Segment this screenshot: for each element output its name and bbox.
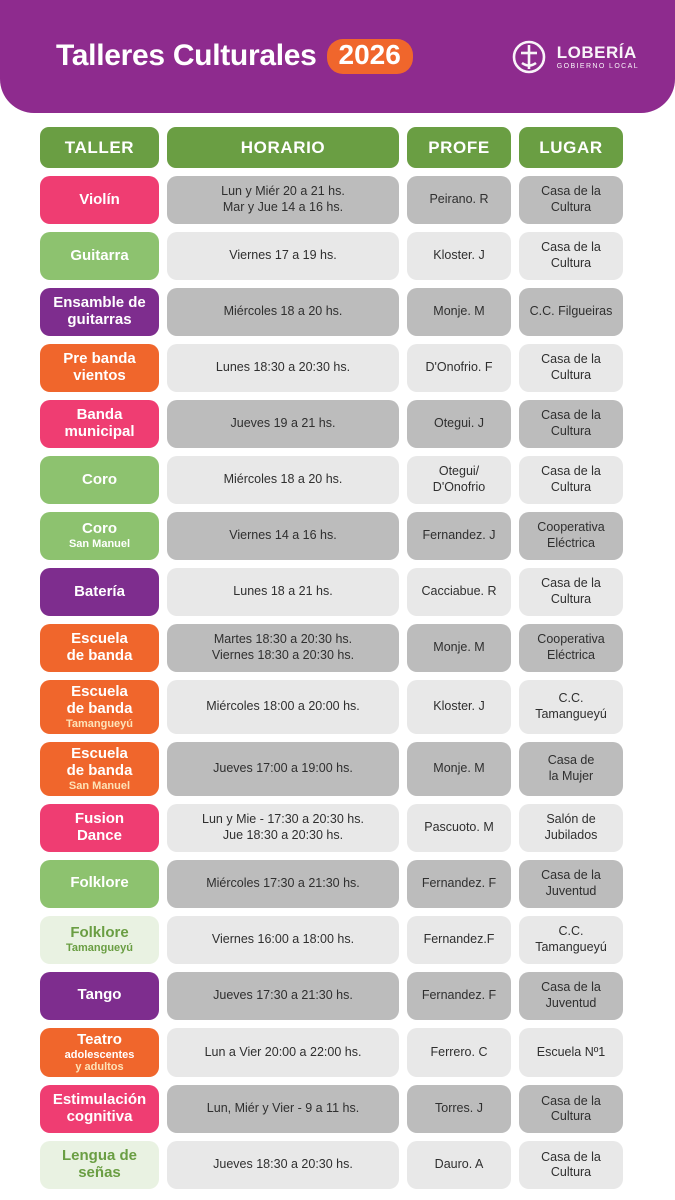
lugar-line-1: Casa de la [541, 868, 601, 883]
cell-horario [167, 860, 399, 908]
cell-lugar [519, 400, 623, 448]
poster-header [0, 0, 675, 113]
cell-taller [40, 568, 159, 616]
profe-line-1: Torres. J [435, 1101, 483, 1116]
horario-line-1: Jueves 18:30 a 20:30 hs. [213, 1157, 353, 1172]
cell-profe [407, 1085, 511, 1133]
taller-subtitle: San Manuel [68, 538, 131, 551]
horario-line-1: Lun y Mie - 17:30 a 20:30 hs. [202, 812, 364, 827]
table-row [40, 1028, 635, 1077]
cell-profe [407, 1028, 511, 1077]
horario-line-1: Lunes 18:30 a 20:30 hs. [215, 360, 351, 375]
cell-taller [40, 624, 159, 672]
taller-name: Fusion Dance [74, 810, 125, 844]
taller-name: Escuela de banda Tamangueyú [65, 683, 134, 730]
profe-line-1: Cacciabue. R [421, 584, 497, 599]
cell-taller [40, 456, 159, 504]
table-row [40, 456, 635, 504]
taller-subtitle-2: y adultos [75, 1060, 124, 1073]
taller-name: Lengua de señas [61, 1147, 137, 1182]
table-row [40, 568, 635, 616]
lugar-line-2: Cultura [550, 424, 592, 438]
cell-horario [167, 1085, 399, 1133]
lugar-line-2: Cultura [550, 1109, 592, 1124]
cell-profe [407, 344, 511, 392]
cell-profe [407, 400, 511, 448]
lugar-line-2: Eléctrica [547, 536, 595, 550]
lugar-line-1: C.C. [558, 924, 584, 939]
lugar-line-1: Casa de [547, 753, 595, 768]
brand-name: LOBERÍA [556, 42, 637, 62]
taller-name: Escuela de banda [66, 630, 133, 664]
taller-name: Violín [79, 190, 120, 208]
horario-line-1: Lun, Miér y Vier - 9 a 11 hs. [206, 1101, 360, 1116]
lugar-line-1: Casa de la [541, 980, 601, 995]
cell-profe [407, 624, 511, 672]
cell-taller [40, 1141, 159, 1189]
lugar-line-1: Casa de la [541, 1093, 601, 1108]
lugar-line-2: Cultura [550, 592, 592, 606]
table-header-row [40, 127, 635, 168]
taller-subtitle-2: Tamangueyú [65, 717, 134, 730]
horario-line-1: Lun y Miér 20 a 21 hs. [221, 184, 345, 199]
horario-line-1: Miércoles 18 a 20 hs. [223, 304, 343, 319]
horario-line-2: Viernes 18:30 a 20:30 hs. [211, 648, 355, 662]
table-row [40, 680, 635, 734]
lugar-line-1: Casa de la [541, 352, 601, 367]
profe-line-1: Monje. M [433, 761, 485, 776]
cell-lugar [519, 176, 623, 224]
cell-taller [40, 1028, 159, 1077]
cell-horario [167, 624, 399, 672]
table-row [40, 344, 635, 392]
horario-line-1: Viernes 14 a 16 hs. [229, 528, 337, 543]
profe-line-1: Dauro. A [434, 1157, 484, 1172]
profe-line-1: D'Onofrio. F [425, 360, 493, 375]
cell-profe [407, 288, 511, 336]
table-row [40, 916, 635, 964]
cell-horario [167, 1028, 399, 1077]
table-row [40, 512, 635, 560]
cell-taller [40, 176, 159, 224]
cell-lugar [519, 742, 623, 796]
taller-name: Guitarra [70, 246, 129, 264]
cell-horario [167, 400, 399, 448]
cell-horario [167, 344, 399, 392]
taller-subtitle: de banda [66, 699, 133, 717]
cell-lugar [519, 804, 623, 852]
horario-line-1: Viernes 16:00 a 18:00 hs. [211, 932, 355, 946]
profe-line-1: Fernandez. J [422, 528, 496, 543]
profe-line-1: Kloster. J [433, 699, 485, 714]
cell-horario [167, 916, 399, 964]
lugar-line-2: Tamangueyú [535, 939, 607, 954]
taller-subtitle: señas [78, 1164, 121, 1182]
cell-profe [407, 916, 511, 964]
cell-lugar [519, 456, 623, 504]
cell-profe [407, 456, 511, 504]
taller-name: Coro [82, 470, 117, 488]
column-header-profe: PROFE [407, 127, 511, 168]
lugar-line-2: Juventud [545, 995, 597, 1010]
lugar-line-1: C.C. [558, 691, 584, 706]
profe-line-1: Otegui. J [433, 416, 485, 431]
cell-taller [40, 742, 159, 796]
cell-lugar [519, 568, 623, 616]
cell-taller [40, 972, 159, 1020]
profe-line-1: Monje. M [433, 640, 485, 655]
taller-subtitle: de banda [66, 647, 133, 664]
column-header-horario: HORARIO [167, 127, 399, 168]
table-row [40, 624, 635, 672]
cell-lugar [519, 680, 623, 734]
cell-taller [40, 1085, 159, 1133]
page-title: Talleres Culturales [56, 39, 317, 73]
horario-line-1: Jueves 17:30 a 21:30 hs. [213, 988, 353, 1002]
cell-profe [407, 680, 511, 734]
taller-subtitle: Dance [76, 826, 122, 844]
table-row [40, 804, 635, 852]
cell-profe [407, 972, 511, 1020]
taller-name: Batería [74, 582, 125, 600]
lugar-line-1: Casa de la [541, 464, 601, 479]
cell-lugar [519, 344, 623, 392]
profe-line-2: D'Onofrio [432, 480, 486, 494]
column-header-taller: TALLER [40, 127, 159, 168]
cell-profe [407, 860, 511, 908]
column-header-lugar: LUGAR [519, 127, 623, 168]
taller-subtitle: Tamangueyú [65, 942, 134, 955]
cell-profe [407, 512, 511, 560]
title-group [56, 39, 413, 74]
cell-lugar [519, 232, 623, 280]
taller-name: Pre banda vientos [63, 350, 136, 384]
lugar-line-2: Cultura [550, 256, 592, 270]
taller-subtitle: vientos [73, 367, 126, 384]
profe-line-1: Fernandez. F [421, 876, 497, 890]
cell-taller [40, 916, 159, 964]
profe-line-1: Pascuoto. M [424, 820, 494, 834]
lugar-line-1: Casa de la [541, 576, 601, 591]
cell-horario [167, 176, 399, 224]
cell-profe [407, 176, 511, 224]
cell-taller [40, 512, 159, 560]
brand-subtitle: GOBIERNO LOCAL [556, 62, 639, 70]
lugar-line-2: Cultura [550, 480, 592, 494]
cell-profe [407, 568, 511, 616]
cell-lugar [519, 1141, 623, 1189]
profe-line-1: Fernandez.F [423, 932, 495, 946]
cell-profe [407, 232, 511, 280]
brand-logo [509, 37, 639, 77]
taller-subtitle: adolescentes [64, 1048, 135, 1061]
cell-horario [167, 456, 399, 504]
profe-line-1: Peirano. R [429, 192, 489, 207]
table-row [40, 232, 635, 280]
taller-name: Teatro adolescentes y adultos [64, 1030, 135, 1073]
profe-line-1: Kloster. J [433, 248, 485, 263]
year-badge: 2026 [327, 39, 413, 74]
cell-taller [40, 860, 159, 908]
lugar-line-2: Cultura [550, 368, 592, 382]
cell-horario [167, 972, 399, 1020]
taller-name: Escuela de banda San Manuel [66, 744, 133, 792]
lugar-line-2: Eléctrica [547, 648, 595, 662]
taller-name: Folklore [70, 874, 129, 892]
horario-line-1: Jueves 19 a 21 hs. [230, 416, 336, 431]
cell-lugar [519, 916, 623, 964]
horario-line-1: Lunes 18 a 21 hs. [233, 584, 333, 599]
taller-subtitle: municipal [64, 423, 135, 440]
lugar-line-1: Casa de la [541, 240, 601, 255]
cell-horario [167, 232, 399, 280]
table-row [40, 1141, 635, 1189]
cell-profe [407, 742, 511, 796]
lugar-line-2: la Mujer [548, 768, 594, 783]
profe-line-1: Fernandez. F [421, 988, 497, 1002]
taller-name: Folklore Tamangueyú [65, 924, 134, 955]
cell-taller [40, 680, 159, 734]
table-row [40, 176, 635, 224]
cell-taller [40, 344, 159, 392]
taller-subtitle: de banda [66, 761, 133, 779]
table-row [40, 1085, 635, 1133]
horario-line-1: Lun a Vier 20:00 a 22:00 hs. [204, 1044, 362, 1059]
lugar-line-1: Casa de la [541, 408, 601, 423]
cell-taller [40, 288, 159, 336]
horario-line-2: Mar y Jue 14 a 16 hs. [222, 200, 344, 214]
lugar-line-2: Jubilados [544, 827, 598, 842]
taller-subtitle: cognitiva [66, 1108, 133, 1126]
taller-subtitle: guitarras [67, 311, 132, 328]
profe-line-1: Ferrero. C [430, 1044, 488, 1059]
loberia-logo-icon [509, 37, 549, 77]
cell-lugar [519, 288, 623, 336]
cell-horario [167, 804, 399, 852]
table-row [40, 972, 635, 1020]
table-row [40, 400, 635, 448]
cell-lugar [519, 512, 623, 560]
lugar-line-2: Tamangueyú [535, 706, 607, 721]
taller-name: Estimulación cognitiva [52, 1091, 147, 1126]
cell-horario [167, 568, 399, 616]
taller-name: Tango [77, 986, 122, 1004]
cell-lugar [519, 1028, 623, 1077]
lugar-line-2: Juventud [545, 883, 597, 898]
taller-name: Ensamble de guitarras [53, 294, 146, 328]
cell-taller [40, 804, 159, 852]
table-row [40, 742, 635, 796]
lugar-line-1: Escuela Nº1 [536, 1044, 606, 1059]
cell-taller [40, 400, 159, 448]
cell-horario [167, 680, 399, 734]
horario-line-1: Viernes 17 a 19 hs. [229, 248, 337, 263]
cell-profe [407, 1141, 511, 1189]
workshops-table [0, 113, 675, 1189]
horario-line-1: Miércoles 17:30 a 21:30 hs. [206, 876, 360, 890]
cell-lugar [519, 860, 623, 908]
horario-line-1: Martes 18:30 a 20:30 hs. [213, 632, 353, 647]
table-row [40, 860, 635, 908]
taller-name: Coro San Manuel [68, 520, 131, 551]
lugar-line-2: Cultura [550, 200, 592, 214]
cell-horario [167, 742, 399, 796]
lugar-line-1: Cooperativa [537, 520, 605, 535]
cell-horario [167, 1141, 399, 1189]
cell-horario [167, 288, 399, 336]
lugar-line-1: Salón de [546, 812, 596, 827]
lugar-line-1: Cooperativa [537, 632, 605, 647]
lugar-line-1: C.C. Filgueiras [529, 304, 613, 319]
horario-line-2: Jue 18:30 a 20:30 hs. [222, 827, 344, 842]
horario-line-1: Miércoles 18:00 a 20:00 hs. [206, 699, 360, 714]
cell-profe [407, 804, 511, 852]
horario-line-1: Jueves 17:00 a 19:00 hs. [213, 761, 353, 776]
lugar-line-2: Cultura [550, 1165, 592, 1180]
taller-subtitle-2: San Manuel [68, 779, 131, 792]
cell-lugar [519, 624, 623, 672]
horario-line-1: Miércoles 18 a 20 hs. [223, 472, 343, 487]
profe-line-1: Otegui/ [438, 464, 480, 479]
cell-lugar [519, 1085, 623, 1133]
table-row [40, 288, 635, 336]
cell-horario [167, 512, 399, 560]
profe-line-1: Monje. M [433, 304, 485, 319]
cell-lugar [519, 972, 623, 1020]
lugar-line-1: Casa de la [541, 184, 601, 199]
lugar-line-1: Casa de la [541, 1149, 601, 1164]
cell-taller [40, 232, 159, 280]
taller-name: Banda municipal [64, 406, 135, 440]
